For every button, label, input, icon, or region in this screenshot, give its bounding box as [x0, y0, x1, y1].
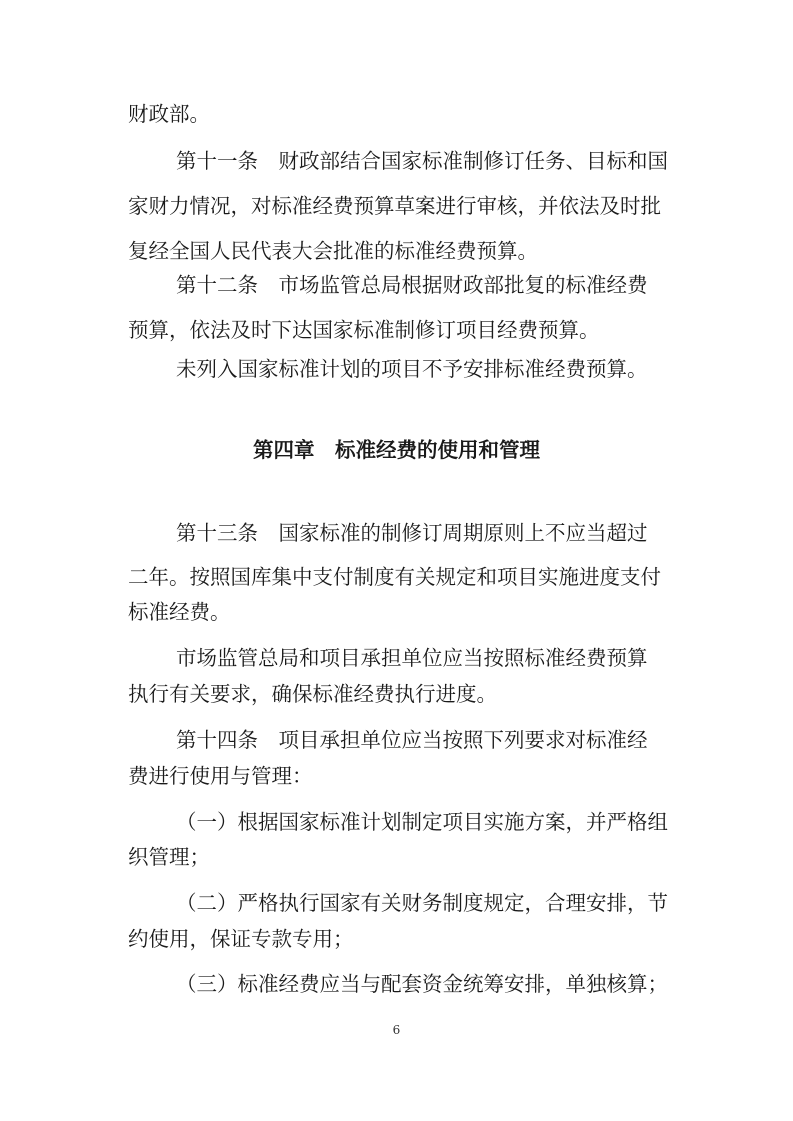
list-item-line: 约使用，保证专款专用； — [128, 927, 354, 951]
article-14-line: 第十四条 项目承担单位应当按照下列要求对标准经 — [176, 728, 648, 752]
page-number: 6 — [392, 1023, 401, 1037]
article-12-line: 第十二条 市场监管总局根据财政部批复的标准经费 — [176, 273, 648, 297]
list-item-line: （二）严格执行国家有关财务制度规定，合理安排，节 — [176, 891, 668, 915]
paragraph-line: 执行有关要求，确保标准经费执行进度。 — [128, 682, 497, 706]
paragraph-line: 复经全国人民代表大会批准的标准经费预算。 — [128, 239, 538, 263]
chapter-heading: 第四章 标准经费的使用和管理 — [253, 438, 540, 462]
paragraph-line: 预算，依法及时下达国家标准制修订项目经费预算。 — [128, 318, 600, 342]
paragraph-line: 家财力情况，对标准经费预算草案进行审核，并依法及时批 — [128, 194, 661, 218]
paragraph-line: 财政部。 — [128, 102, 210, 126]
paragraph-line: 费进行使用与管理： — [128, 764, 313, 788]
list-item-line: （一）根据国家标准计划制定项目实施方案，并严格组 — [176, 810, 668, 834]
article-11-line: 第十一条 财政部结合国家标准制修订任务、目标和国 — [176, 149, 668, 173]
article-13-line: 第十三条 国家标准的制修订周期原则上不应当超过 — [176, 521, 648, 545]
paragraph-line: 未列入国家标准计划的项目不予安排标准经费预算。 — [176, 357, 648, 381]
paragraph-line: 二年。按照国库集中支付制度有关规定和项目实施进度支付 — [128, 565, 661, 589]
list-item-line: （三）标准经费应当与配套资金统筹安排，单独核算； — [176, 972, 668, 996]
paragraph-line: 市场监管总局和项目承担单位应当按照标准经费预算 — [176, 646, 648, 670]
paragraph-line: 标准经费。 — [128, 600, 231, 624]
list-item-line: 织管理； — [128, 845, 210, 869]
